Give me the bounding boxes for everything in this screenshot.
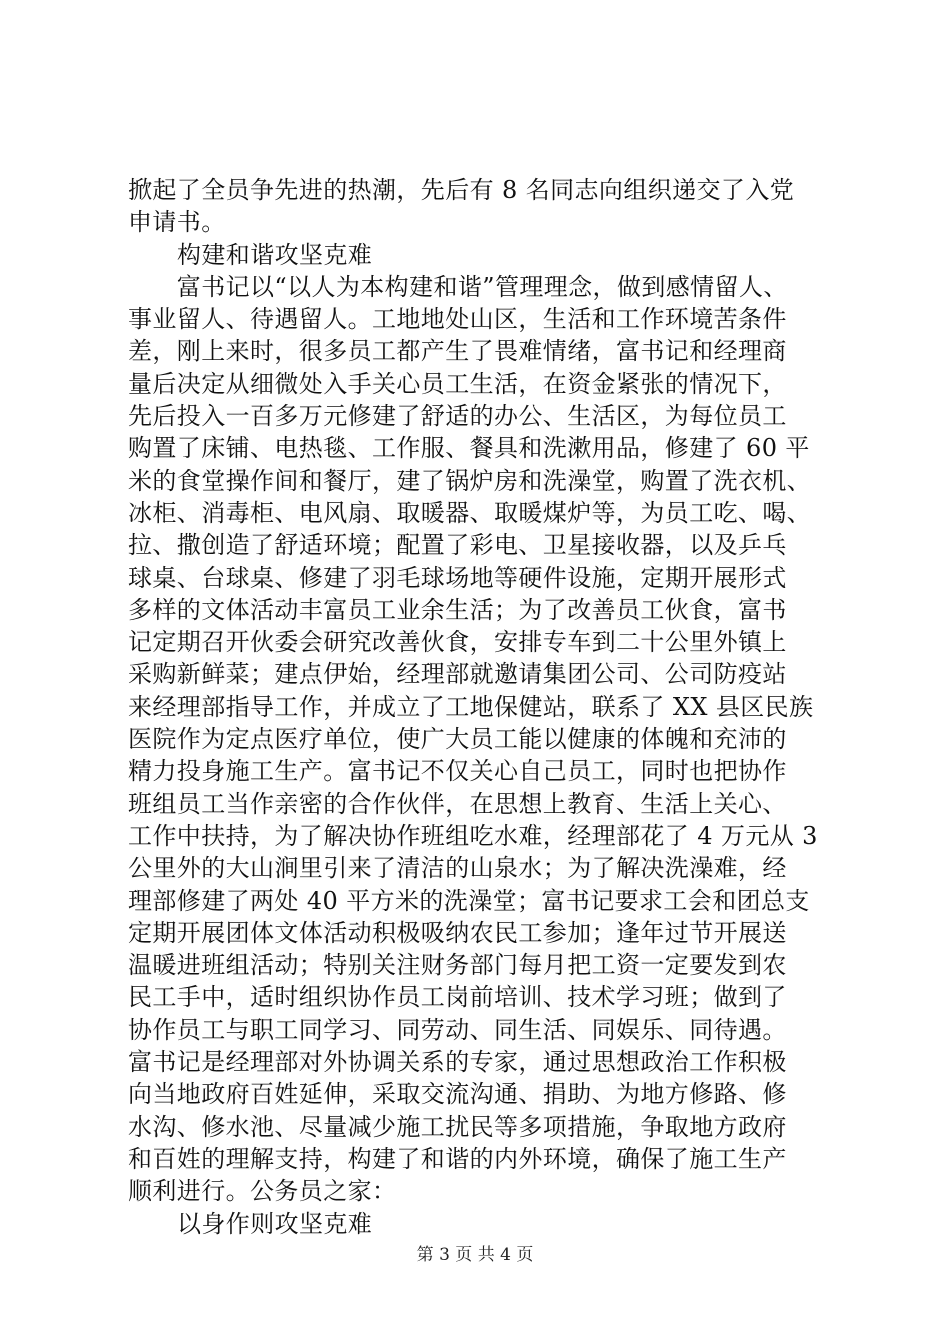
body-line: 富书记是经理部对外协调关系的专家，通过思想政治工作积极 (128, 1048, 787, 1077)
section-heading: 以身作则攻坚克难 (177, 1209, 373, 1238)
body-line: 球桌、台球桌、修建了羽毛球场地等硬件设施，定期开展形式 (128, 563, 787, 592)
body-line: 掀起了全员争先进的热潮，先后有 8 名同志向组织递交了入党 (128, 176, 795, 204)
body-line: 购置了床铺、电热毯、工作服、餐具和洗漱用品，修建了 60 平 (128, 434, 810, 463)
body-line: 记定期召开伙委会研究改善伙食，安排专车到二十公里外镇上 (128, 628, 787, 657)
body-line: 多样的文体活动丰富员工业余生活；为了改善员工伙食，富书 (128, 595, 787, 624)
body-line: 和百姓的理解支持，构建了和谐的内外环境，确保了施工生产 (128, 1144, 787, 1173)
body-line: 采购新鲜菜；建点伊始，经理部就邀请集团公司、公司防疫站 (128, 660, 787, 689)
body-line: 水沟、修水池、尽量减少施工扰民等多项措施，争取地方政府 (128, 1112, 787, 1141)
body-line: 班组员工当作亲密的合作伙伴，在思想上教育、生活上关心、 (128, 789, 787, 818)
page-footer: 第 3 页 共 4 页 (416, 1245, 534, 1265)
body-line: 公里外的大山涧里引来了清洁的山泉水；为了解决洗澡难，经 (128, 854, 787, 883)
section-heading: 构建和谐攻坚克难 (177, 240, 373, 269)
body-line: 事业留人、待遇留人。工地地处山区，生活和工作环境苦条件 (128, 305, 787, 334)
body-line: 冰柜、消毒柜、电风扇、取暖器、取暖煤炉等，为员工吃、喝、 (128, 498, 812, 527)
body-line: 差，刚上来时，很多员工都产生了畏难情绪，富书记和经理商 (128, 337, 787, 366)
body-line: 先后投入一百多万元修建了舒适的办公、生活区，为每位员工 (128, 402, 787, 431)
body-line: 精力投身施工生产。富书记不仅关心自己员工，同时也把协作 (128, 757, 787, 786)
body-line: 来经理部指导工作，并成立了工地保健站，联系了 XX 县区民族 (128, 692, 814, 721)
body-line: 工作中扶持，为了解决协作班组吃水难，经理部花了 4 万元从 3 (128, 821, 818, 850)
body-line: 医院作为定点医疗单位，使广大员工能以健康的体魄和充沛的 (128, 725, 787, 754)
body-line: 理部修建了两处 40 平方米的洗澡堂；富书记要求工会和团总支 (128, 886, 810, 915)
body-line: 米的食堂操作间和餐厅，建了锅炉房和洗澡堂，购置了洗衣机、 (128, 466, 812, 495)
body-line: 定期开展团体文体活动积极吸纳农民工参加；逢年过节开展送 (128, 918, 787, 947)
body-line: 协作员工与职工同学习、同劳动、同生活、同娱乐、同待遇。 (128, 1015, 787, 1044)
body-line: 富书记以“以人为本构建和谐”管理理念，做到感情留人、 (128, 272, 788, 301)
body-line: 顺利进行。公务员之家： (128, 1177, 397, 1206)
body-line: 申请书。 (128, 208, 226, 237)
document-body (128, 174, 828, 1240)
body-line: 拉、撒创造了舒适环境；配置了彩电、卫星接收器，以及乒乓 (128, 531, 787, 560)
body-line: 民工手中，适时组织协作员工岗前培训、技术学习班；做到了 (128, 983, 787, 1012)
body-line: 量后决定从细微处入手关心员工生活，在资金紧张的情况下， (128, 369, 787, 398)
body-line: 温暖进班组活动；特别关注财务部门每月把工资一定要发到农 (128, 951, 787, 980)
body-line: 向当地政府百姓延伸，采取交流沟通、捐助、为地方修路、修 (128, 1080, 787, 1109)
